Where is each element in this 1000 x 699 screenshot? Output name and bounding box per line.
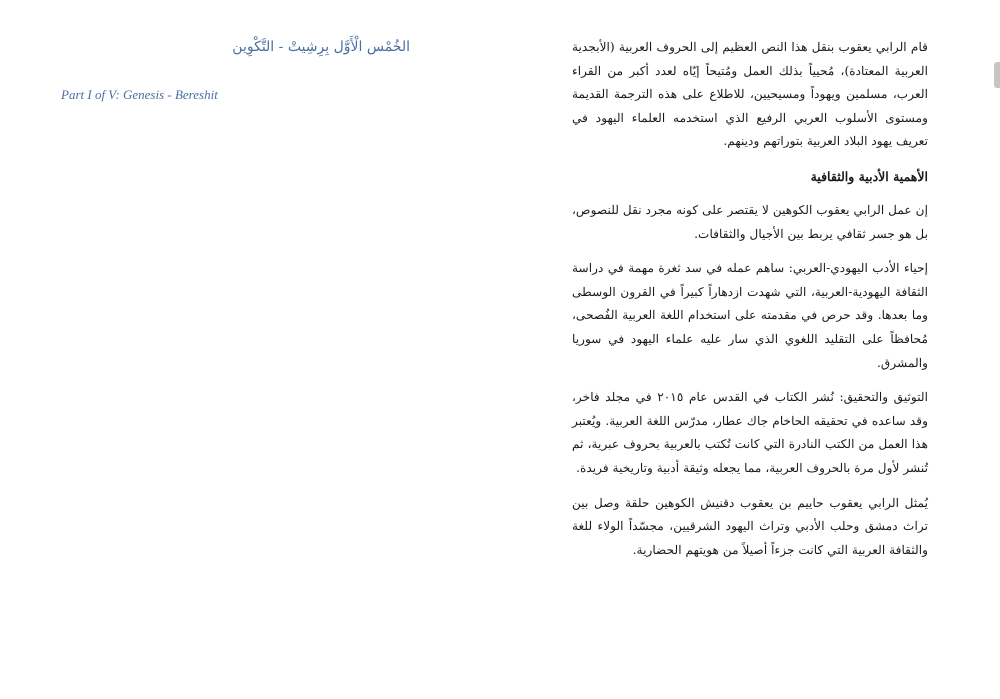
paragraph-cultural-bridge: إن عمل الرابي يعقوب الكوهين لا يقتصر على كونه مجرد نقل للنصوص، بل هو جسر ثقافي يربط بين الأجيال والثقافات. <box>572 202 928 241</box>
left-page-header <box>58 36 418 104</box>
intro-paragraph: قام الرابي يعقوب بنقل هذا النص العظيم إلى الحروف العربية (الأبجدية العربية المعتادة)، مُحيياً بذلك العمل ومُتيحاً إيّاه لعدد أكبر من القراء العرب، مسلمين ويهوداً ومسيحيين، للاطلاع على هذه الترجمة القديمة ومستوى الأسلوب العربي الرفيع الذي استخدمه العلماء اليهود في تعريف يهود البلاد العربية بتوراتهم ودينهم. <box>572 40 928 149</box>
paragraph-conclusion: يُمثل الرابي يعقوب حاييم بن يعقوب دقنيش الكوهين حلقة وصل بين تراث دمشق وحلب الأدبي وتراث اليهود الشرقيين، مجسّداً الولاء للغة والثقافة العربية التي كانت جزءاً أصيلاً من هويتهم الحضارية. <box>572 495 928 557</box>
right-page-body <box>572 36 928 573</box>
paragraph-revival: إحياء الأدب اليهودي-العربي: ساهم عمله في سد ثغرة مهمة في دراسة الثقافة اليهودية-العربية، التي شهدت ازدهاراً كبيراً في القرون الوسطى وما بعدها. وقد حرص في مقدمته على استخدام اللغة العربية الفُصحى، مُحافظاً على التقليد اللغوي الذي سار عليه علماء اليهود في سوريا والمشرق. <box>572 261 928 370</box>
section-heading: الأهمية الأدبية والثقافية <box>810 168 928 184</box>
arabic-running-title: الخُمْس الْأَوَّل بِرِشِيتْ - التَّكْوِين <box>232 39 410 55</box>
paragraph-documentation: التوثيق والتحقيق: نُشر الكتاب في القدس عام ٢٠١٥ في مجلد فاخر، وقد ساعده في تحقيقه الحاخام جاك عطار، مدرّس اللغة العربية. ويُعتبر هذا العمل من الكتب النادرة التي كانت تُكتب بالعربية بحروف عبرية، ثم تُنشر لأول مرة بالحروف العربية، مما يجعله وثيقة أدبية وتاريخية فريدة. <box>572 390 928 475</box>
english-running-title: Part I of V: Genesis - Bereshit <box>61 87 218 102</box>
scrollbar-thumb[interactable] <box>994 62 1000 88</box>
